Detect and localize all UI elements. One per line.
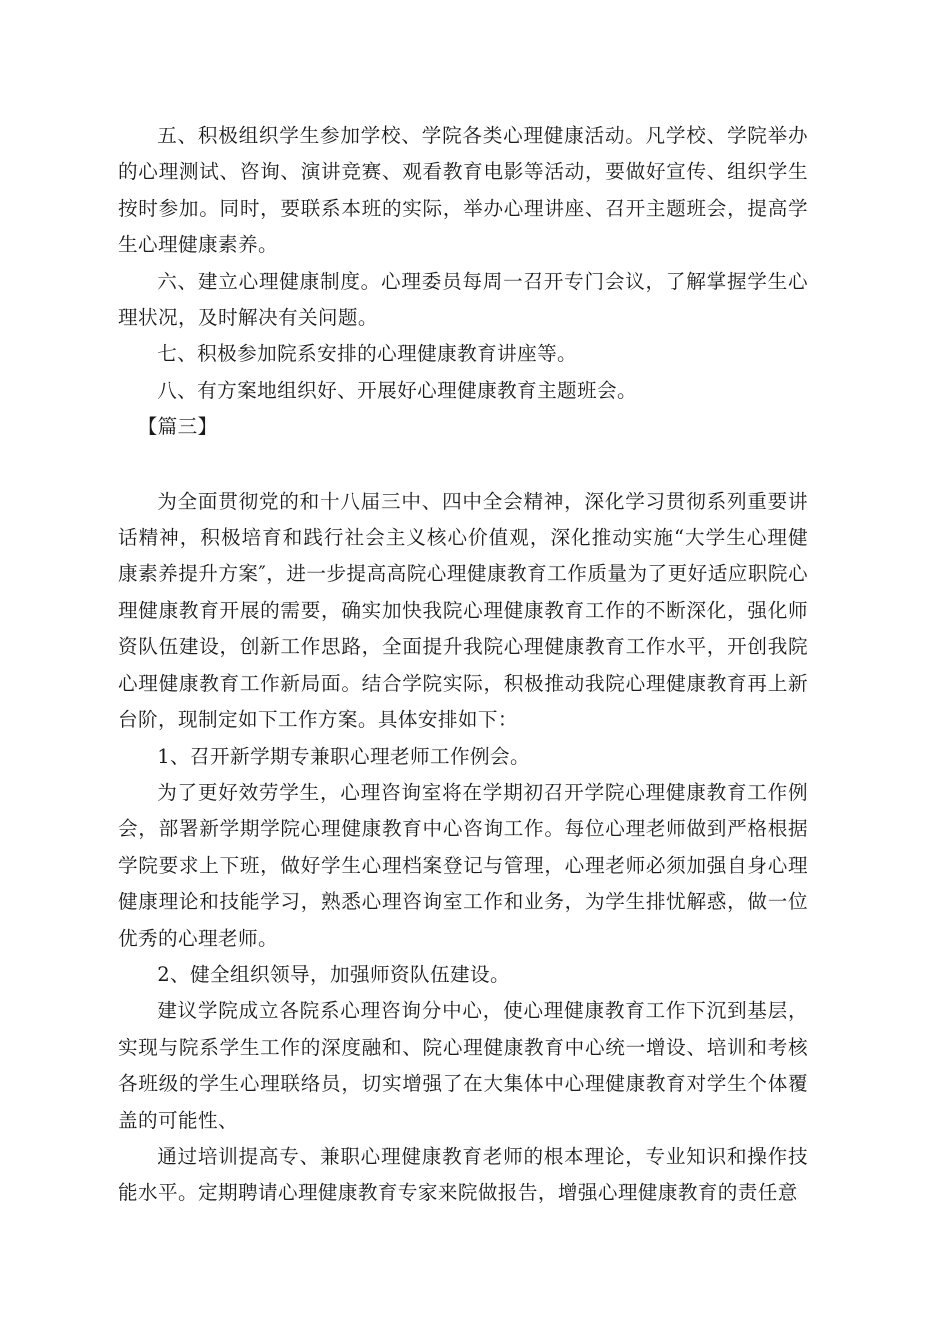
intro-paragraph: 为全面贯彻党的和十八届三中、四中全会精神，深化学习贯彻系列重要讲话精神，积极培育和践行社会主义核心价值观，深化推动实施“大学生心理健康素养提升方案″，进一步提高高院心理健康教育工作质量为了更好适应职院心理健康教育开展的需要，确实加快我院心理健康教育工作的不断深化，强化师资队伍建设，创新工作思路，全面提升我院心理健康教育工作水平，开创我院心理健康教育工作新局面。结合学院实际，积极推动我院心理健康教育再上新台阶，现制定如下工作方案。具体安排如下：: [118, 489, 808, 732]
paragraph-item-7: 七、积极参加院系安排的心理健康教育讲座等。: [157, 342, 578, 366]
paragraph-organization: 建议学院成立各院系心理咨询分中心，使心理健康教育工作下沉到基层，实现与院系学生工作的深度融和、院心理健康教育中心统一增设、培训和考核各班级的学生心理联络员，切实增强了在大集体中心理健康教育对学生个体覆盖的可能性、: [118, 999, 808, 1132]
subheading-2: 2、健全组织领导，加强师资队伍建设。: [157, 962, 510, 986]
subheading-1: 1、召开新学期专兼职心理老师工作例会。: [157, 744, 530, 768]
section-spacer: [118, 446, 808, 484]
section-heading: 【篇三】: [137, 415, 218, 439]
paragraph-training: 通过培训提高专、兼职心理健康教育老师的根本理论，专业知识和操作技能水平。定期聘请心理健康教育专家来院做报告，增强心理健康教育的责任意: [118, 1144, 808, 1205]
paragraph-item-5: 五、积极组织学生参加学校、学院各类心理健康活动。凡学校、学院举办的心理测试、咨询、演讲竞赛、观看教育电影等活动，要做好宣传、组织学生按时参加。同时，要联系本班的实际，举办心理讲座、召开主题班会，提高学生心理健康素养。: [118, 124, 808, 257]
paragraph-item-8: 八、有方案地组织好、开展好心理健康教育主题班会。: [157, 378, 638, 402]
paragraph-meeting: 为了更好效劳学生，心理咨询室将在学期初召开学院心理健康教育工作例会，部署新学期学院心理健康教育中心咨询工作。每位心理老师做到严格根据学院要求上下班，做好学生心理档案登记与管理，心理老师必须加强自身心理健康理论和技能学习，熟悉心理咨询室工作和业务，为学生排忧解惑，做一位优秀的心理老师。: [118, 780, 808, 950]
document-body: [118, 118, 808, 1212]
paragraph-item-6: 六、建立心理健康制度。心理委员每周一召开专门会议，了解掌握学生心理状况，及时解决有关问题。: [118, 269, 808, 330]
